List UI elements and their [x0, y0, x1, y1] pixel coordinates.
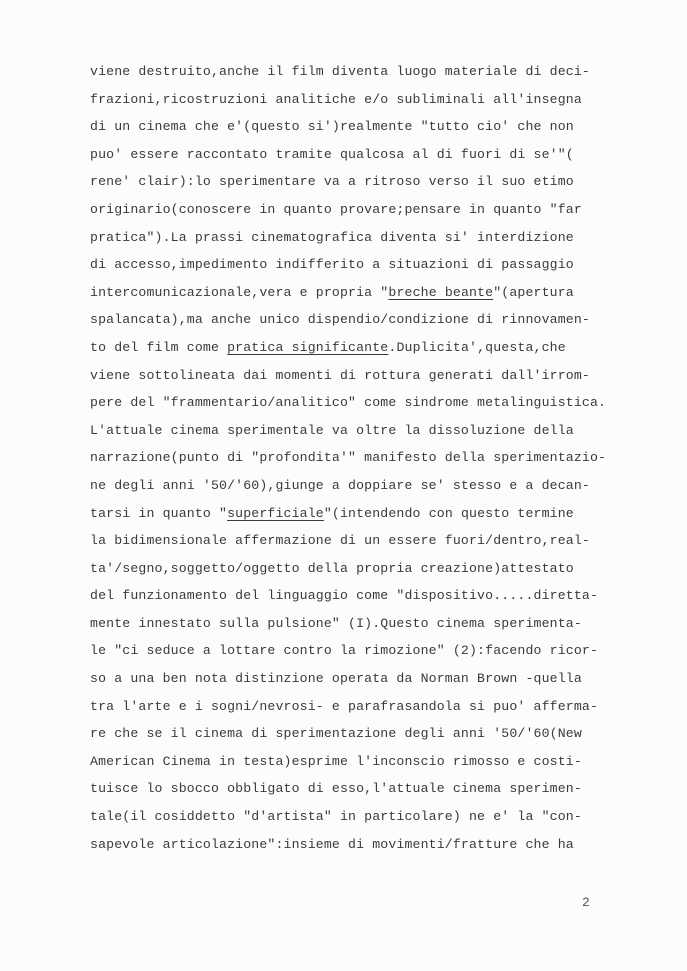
- text-line: [90, 306, 670, 334]
- text-segment: mente innestato sulla pulsione" (I).Questo cinema sperimenta-: [90, 615, 582, 631]
- text-line: [90, 196, 670, 224]
- text-segment: le "ci seduce a lottare contro la rimozione" (2):facendo ricor-: [90, 643, 599, 659]
- text-line: [90, 417, 670, 445]
- text-line: [90, 555, 670, 583]
- underlined-term: superficiale: [227, 505, 324, 521]
- underlined-term: pratica significante: [227, 339, 389, 355]
- text-segment: tarsi in quanto ": [90, 505, 228, 521]
- text-line: [90, 610, 670, 638]
- text-line: [90, 86, 670, 114]
- text-line: [90, 279, 670, 307]
- text-line: [90, 168, 670, 196]
- text-line: [90, 582, 670, 610]
- text-segment: puo' essere raccontato tramite qualcosa al di fuori di se'"(: [90, 146, 574, 162]
- text-segment: tale(il cosiddetto "d'artista" in particolare) ne e' la "con-: [90, 809, 582, 825]
- text-line: [90, 720, 670, 748]
- text-line: [90, 775, 670, 803]
- text-line: [90, 141, 670, 169]
- text-line: [90, 748, 670, 776]
- text-segment: frazioni,ricostruzioni analitiche e/o subliminali all'insegna: [90, 91, 582, 107]
- text-segment: del funzionamento del linguaggio come "dispositivo.....diretta-: [90, 588, 599, 604]
- text-segment: "(apertura: [493, 284, 574, 300]
- text-segment: American Cinema in testa)esprime l'inconscio rimosso e costi-: [90, 753, 582, 769]
- text-segment: ne degli anni '50/'60),giunge a doppiare se' stesso e a decan-: [90, 477, 590, 493]
- text-segment: originario(conoscere in quanto provare;pensare in quanto "far: [90, 201, 582, 217]
- text-segment: .Duplicita',questa,che: [388, 339, 566, 355]
- text-segment: "(intendendo con questo termine: [323, 505, 574, 521]
- text-line: [90, 637, 670, 665]
- text-line: [90, 389, 670, 417]
- text-line: [90, 444, 670, 472]
- text-segment: di un cinema che e'(questo si')realmente "tutto cio' che non: [90, 119, 574, 135]
- text-segment: narrazione(punto di "profondita'" manifesto della sperimentazio-: [90, 450, 607, 466]
- text-segment: pere del "frammentario/analitico" come sindrome metalinguistica.: [90, 395, 607, 411]
- text-line: [90, 527, 670, 555]
- text-line: [90, 224, 670, 252]
- text-line: [90, 665, 670, 693]
- body-text: [90, 58, 670, 858]
- text-line: [90, 251, 670, 279]
- text-line: [90, 803, 670, 831]
- text-segment: ta'/segno,soggetto/oggetto della propria creazione)attestato: [90, 560, 574, 576]
- text-segment: di accesso,impedimento indifferito a situazioni di passaggio: [90, 257, 574, 273]
- text-segment: la bidimensionale affermazione di un essere fuori/dentro,real-: [90, 533, 590, 549]
- text-segment: pratica").La prassi cinematografica diventa si' interdizione: [90, 229, 574, 245]
- text-segment: rene' clair):lo sperimentare va a ritroso verso il suo etimo: [90, 174, 574, 190]
- text-line: [90, 113, 670, 141]
- text-segment: intercomunicazionale,vera e propria ": [90, 284, 389, 300]
- text-segment: tra l'arte e i sogni/nevrosi- e parafrasandola si puo' afferma-: [90, 698, 599, 714]
- text-segment: sapevole articolazione":insieme di movimenti/fratture che ha: [90, 836, 574, 852]
- text-line: [90, 58, 670, 86]
- text-line: [90, 500, 670, 528]
- text-segment: spalancata),ma anche unico dispendio/condizione di rinnovamen-: [90, 312, 590, 328]
- text-line: [90, 334, 670, 362]
- text-segment: tuisce lo sbocco obbligato di esso,l'attuale cinema sperimen-: [90, 781, 582, 797]
- text-segment: so a una ben nota distinzione operata da Norman Brown -quella: [90, 671, 582, 687]
- text-line: [90, 362, 670, 390]
- text-segment: to del film come: [90, 339, 228, 355]
- text-segment: L'attuale cinema sperimentale va oltre la dissoluzione della: [90, 422, 574, 438]
- text-segment: viene sottolineata dai momenti di rottura generati dall'irrom-: [90, 367, 590, 383]
- text-line: [90, 472, 670, 500]
- underlined-term: breche beante: [388, 284, 494, 300]
- text-segment: viene destruito,anche il film diventa luogo materiale di deci-: [90, 64, 590, 79]
- page-number: 2: [582, 895, 590, 910]
- text-line: [90, 831, 670, 859]
- text-segment: re che se il cinema di sperimentazione degli anni '50/'60(New: [90, 726, 582, 742]
- text-line: [90, 693, 670, 721]
